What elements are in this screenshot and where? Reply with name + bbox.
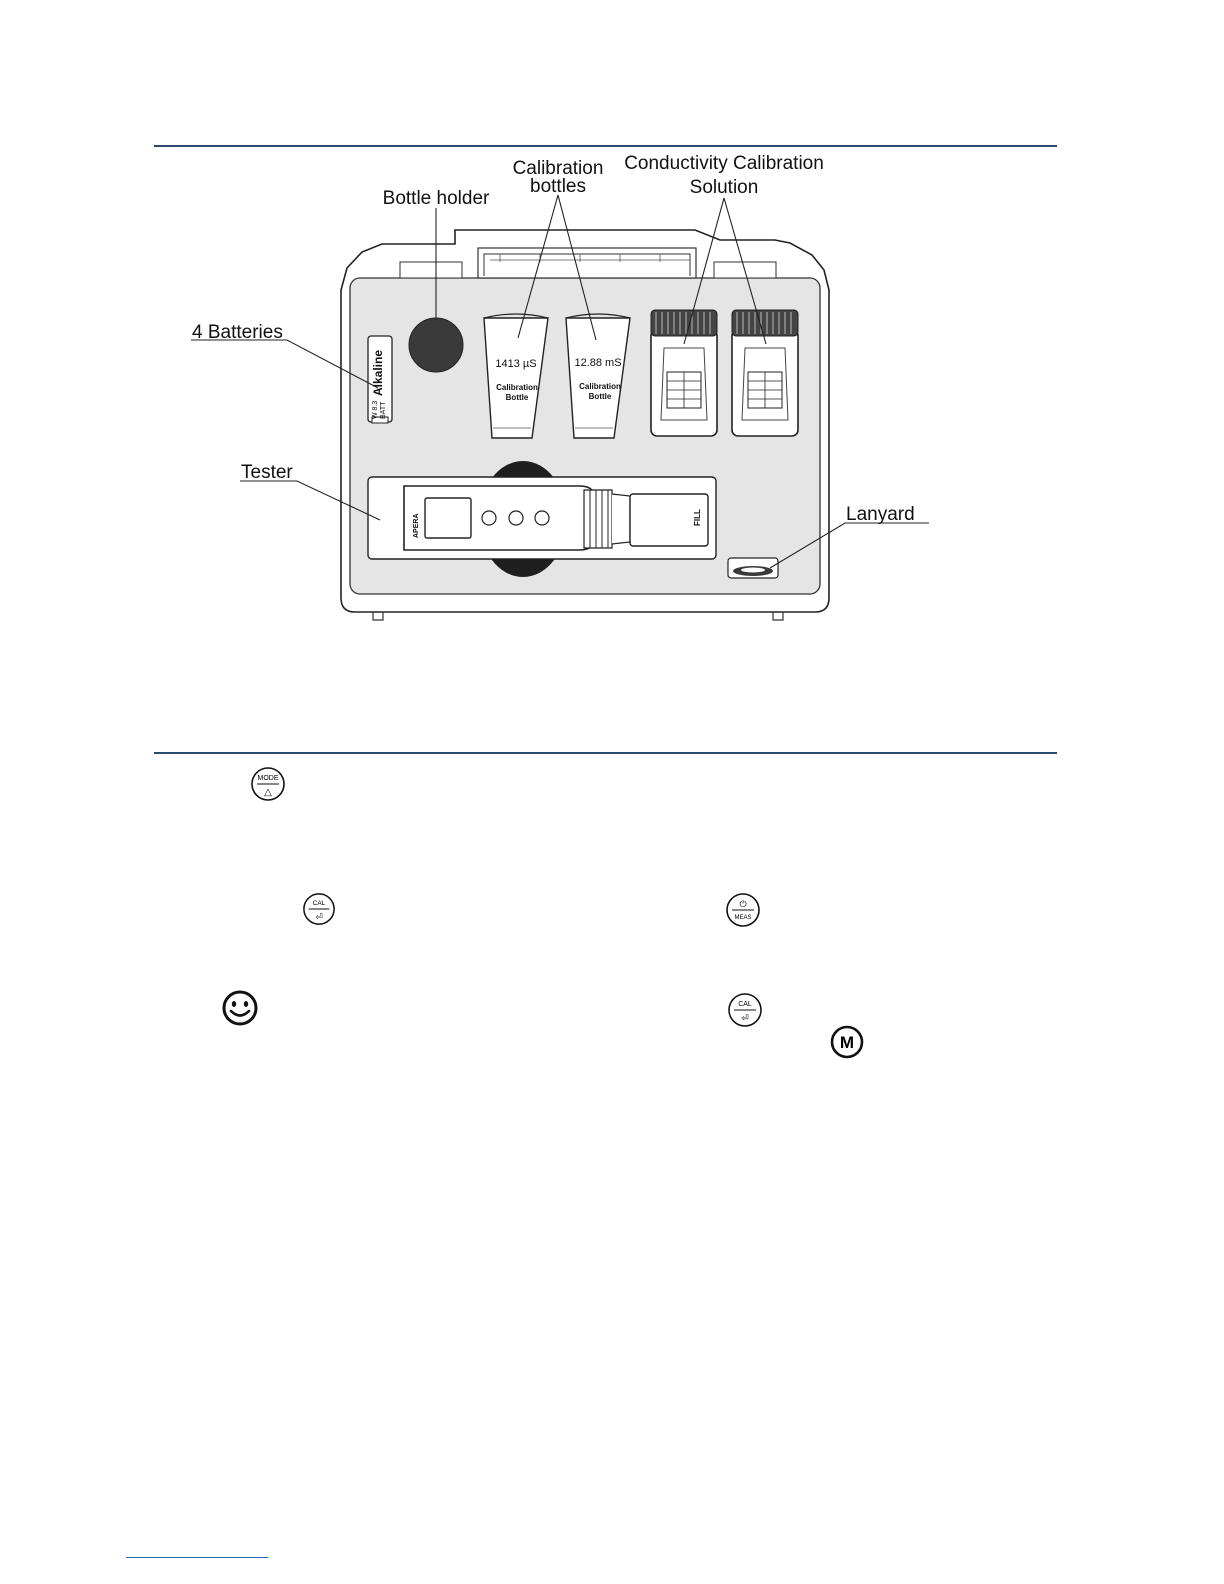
- battery: [368, 336, 392, 423]
- conductivity-solution-bottle-1: [651, 310, 717, 436]
- label-lanyard: Lanyard: [846, 504, 915, 525]
- svg-text:Calibration: Calibration: [496, 383, 538, 392]
- svg-text:MODE: MODE: [257, 775, 279, 782]
- section-divider-middle: [154, 752, 1057, 754]
- kit-diagram: [0, 0, 1224, 760]
- conductivity-solution-bottle-2: [732, 310, 798, 436]
- svg-text:BATT: BATT: [380, 401, 387, 419]
- label-conductivity-1: Conductivity Calibration: [624, 153, 824, 174]
- cal-button-icon-2: [727, 992, 763, 1028]
- svg-text:Bottle: Bottle: [505, 393, 529, 402]
- svg-text:W 8.3: W 8.3: [372, 400, 379, 419]
- svg-text:⏎: ⏎: [315, 912, 323, 923]
- case-lid-ridge: [478, 248, 696, 278]
- label-conductivity-2: Solution: [689, 177, 759, 198]
- svg-text:Bottle: Bottle: [588, 392, 612, 401]
- label-calibration-bottles-2: bottles: [530, 176, 586, 197]
- svg-text:APERA: APERA: [413, 513, 420, 538]
- tester: [368, 477, 716, 559]
- label-calibration-bottles-1: Calibration: [512, 158, 604, 179]
- svg-text:M: M: [839, 1033, 855, 1052]
- svg-text:⏻: ⏻: [739, 900, 747, 910]
- footnote-divider: [126, 1557, 268, 1558]
- svg-text:△: △: [264, 787, 272, 798]
- mode-button-icon: [250, 766, 286, 802]
- svg-text:FILL: FILL: [693, 509, 702, 526]
- label-bottle-holder: Bottle holder: [382, 188, 490, 209]
- power-meas-button-icon: [725, 892, 761, 928]
- svg-text:Alkaline: Alkaline: [371, 349, 385, 396]
- svg-text:CAL: CAL: [312, 900, 326, 908]
- cal-button-icon: [302, 892, 336, 926]
- svg-text:1413 µS: 1413 µS: [495, 358, 537, 370]
- smiley-icon: [220, 990, 260, 1026]
- svg-text:CAL: CAL: [738, 1001, 752, 1008]
- label-tester: Tester: [241, 462, 293, 483]
- svg-text:MEAS: MEAS: [734, 915, 752, 921]
- memory-m-icon: [829, 1025, 865, 1059]
- svg-text:⏎: ⏎: [741, 1014, 749, 1024]
- svg-text:12.88 mS: 12.88 mS: [574, 357, 622, 369]
- svg-text:Calibration: Calibration: [579, 382, 621, 391]
- label-batteries: 4 Batteries: [192, 322, 283, 343]
- bottle-holder: [409, 318, 463, 372]
